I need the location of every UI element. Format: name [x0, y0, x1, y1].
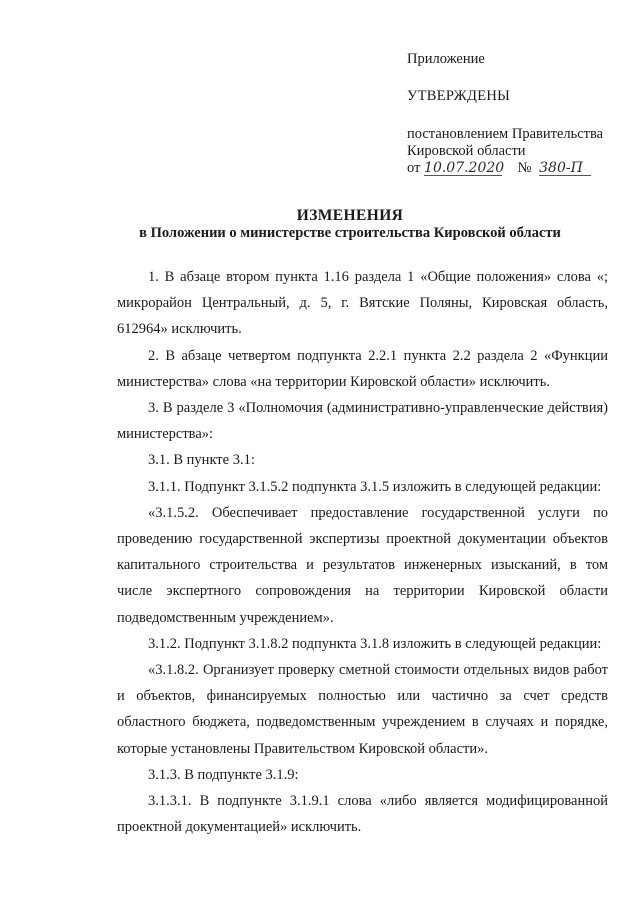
number-sign: №	[517, 160, 532, 176]
paragraph: 2. В абзаце четвертом подпункта 2.2.1 пункта 2.2 раздела 2 «Функции министерства» слова «на территории Кировской области» исключить.	[117, 347, 608, 390]
paragraph: «3.1.8.2. Организует проверку сметной стоимости отдельных видов работ и объектов, финансируемых полностью или частично за счет средств областного бюджета, подведомственным учреждением в случаях и порядке, которые установлены Правительством Кировской области».	[117, 662, 608, 757]
decree-line-2: Кировской области	[407, 143, 526, 159]
handwritten-date: 10.07.2020	[424, 160, 505, 176]
paragraph: 3.1.1. Подпункт 3.1.5.2 подпункта 3.1.5 изложить в следующей редакции:	[148, 478, 602, 495]
paragraph: 1. В абзаце втором пункта 1.16 раздела 1 «Общие положения» слова «; микрорайон Центральный, д. 5, г. Вятские Поляны, Кировская область, 612964» исключить.	[117, 269, 608, 338]
paragraph: 3.1.3.1. В подпункте 3.1.9.1 слова «либо является модифицированной проектной документацией» исключить.	[117, 793, 608, 836]
decree-date-number-line	[407, 160, 632, 177]
document-title: ИЗМЕНЕНИЯ	[296, 207, 404, 224]
decree-line-1: постановлением Правительства	[407, 126, 604, 142]
paragraph: 3.1. В пункте 3.1:	[148, 452, 255, 469]
paragraph: 3.1.3. В подпункте 3.1.9:	[148, 766, 299, 783]
appendix-label: Приложение	[407, 51, 485, 67]
paragraph: 3.1.2. Подпункт 3.1.8.2 подпункта 3.1.8 изложить в следующей редакции:	[148, 635, 602, 652]
approval-block	[407, 51, 632, 177]
approved-label: УТВЕРЖДЕНЫ	[407, 88, 511, 104]
handwritten-number: 380-П	[539, 161, 591, 176]
paragraph: «3.1.5.2. Обеспечивает предоставление государственной услуги по проведению государственной экспертизы проектной документации объектов капитального строительства и результатов инженерных изысканий, в том числе экспертного сопровождения на территории Кировской области подведомственным учреждением».	[117, 504, 608, 626]
paragraph: 3. В разделе 3 «Полномочия (административно-управленческие действия) министерства»:	[117, 400, 608, 443]
document-body	[117, 264, 608, 840]
document-subtitle: в Положении о министерстве строительства Кировской области	[139, 225, 561, 241]
date-prefix: от	[407, 160, 421, 176]
